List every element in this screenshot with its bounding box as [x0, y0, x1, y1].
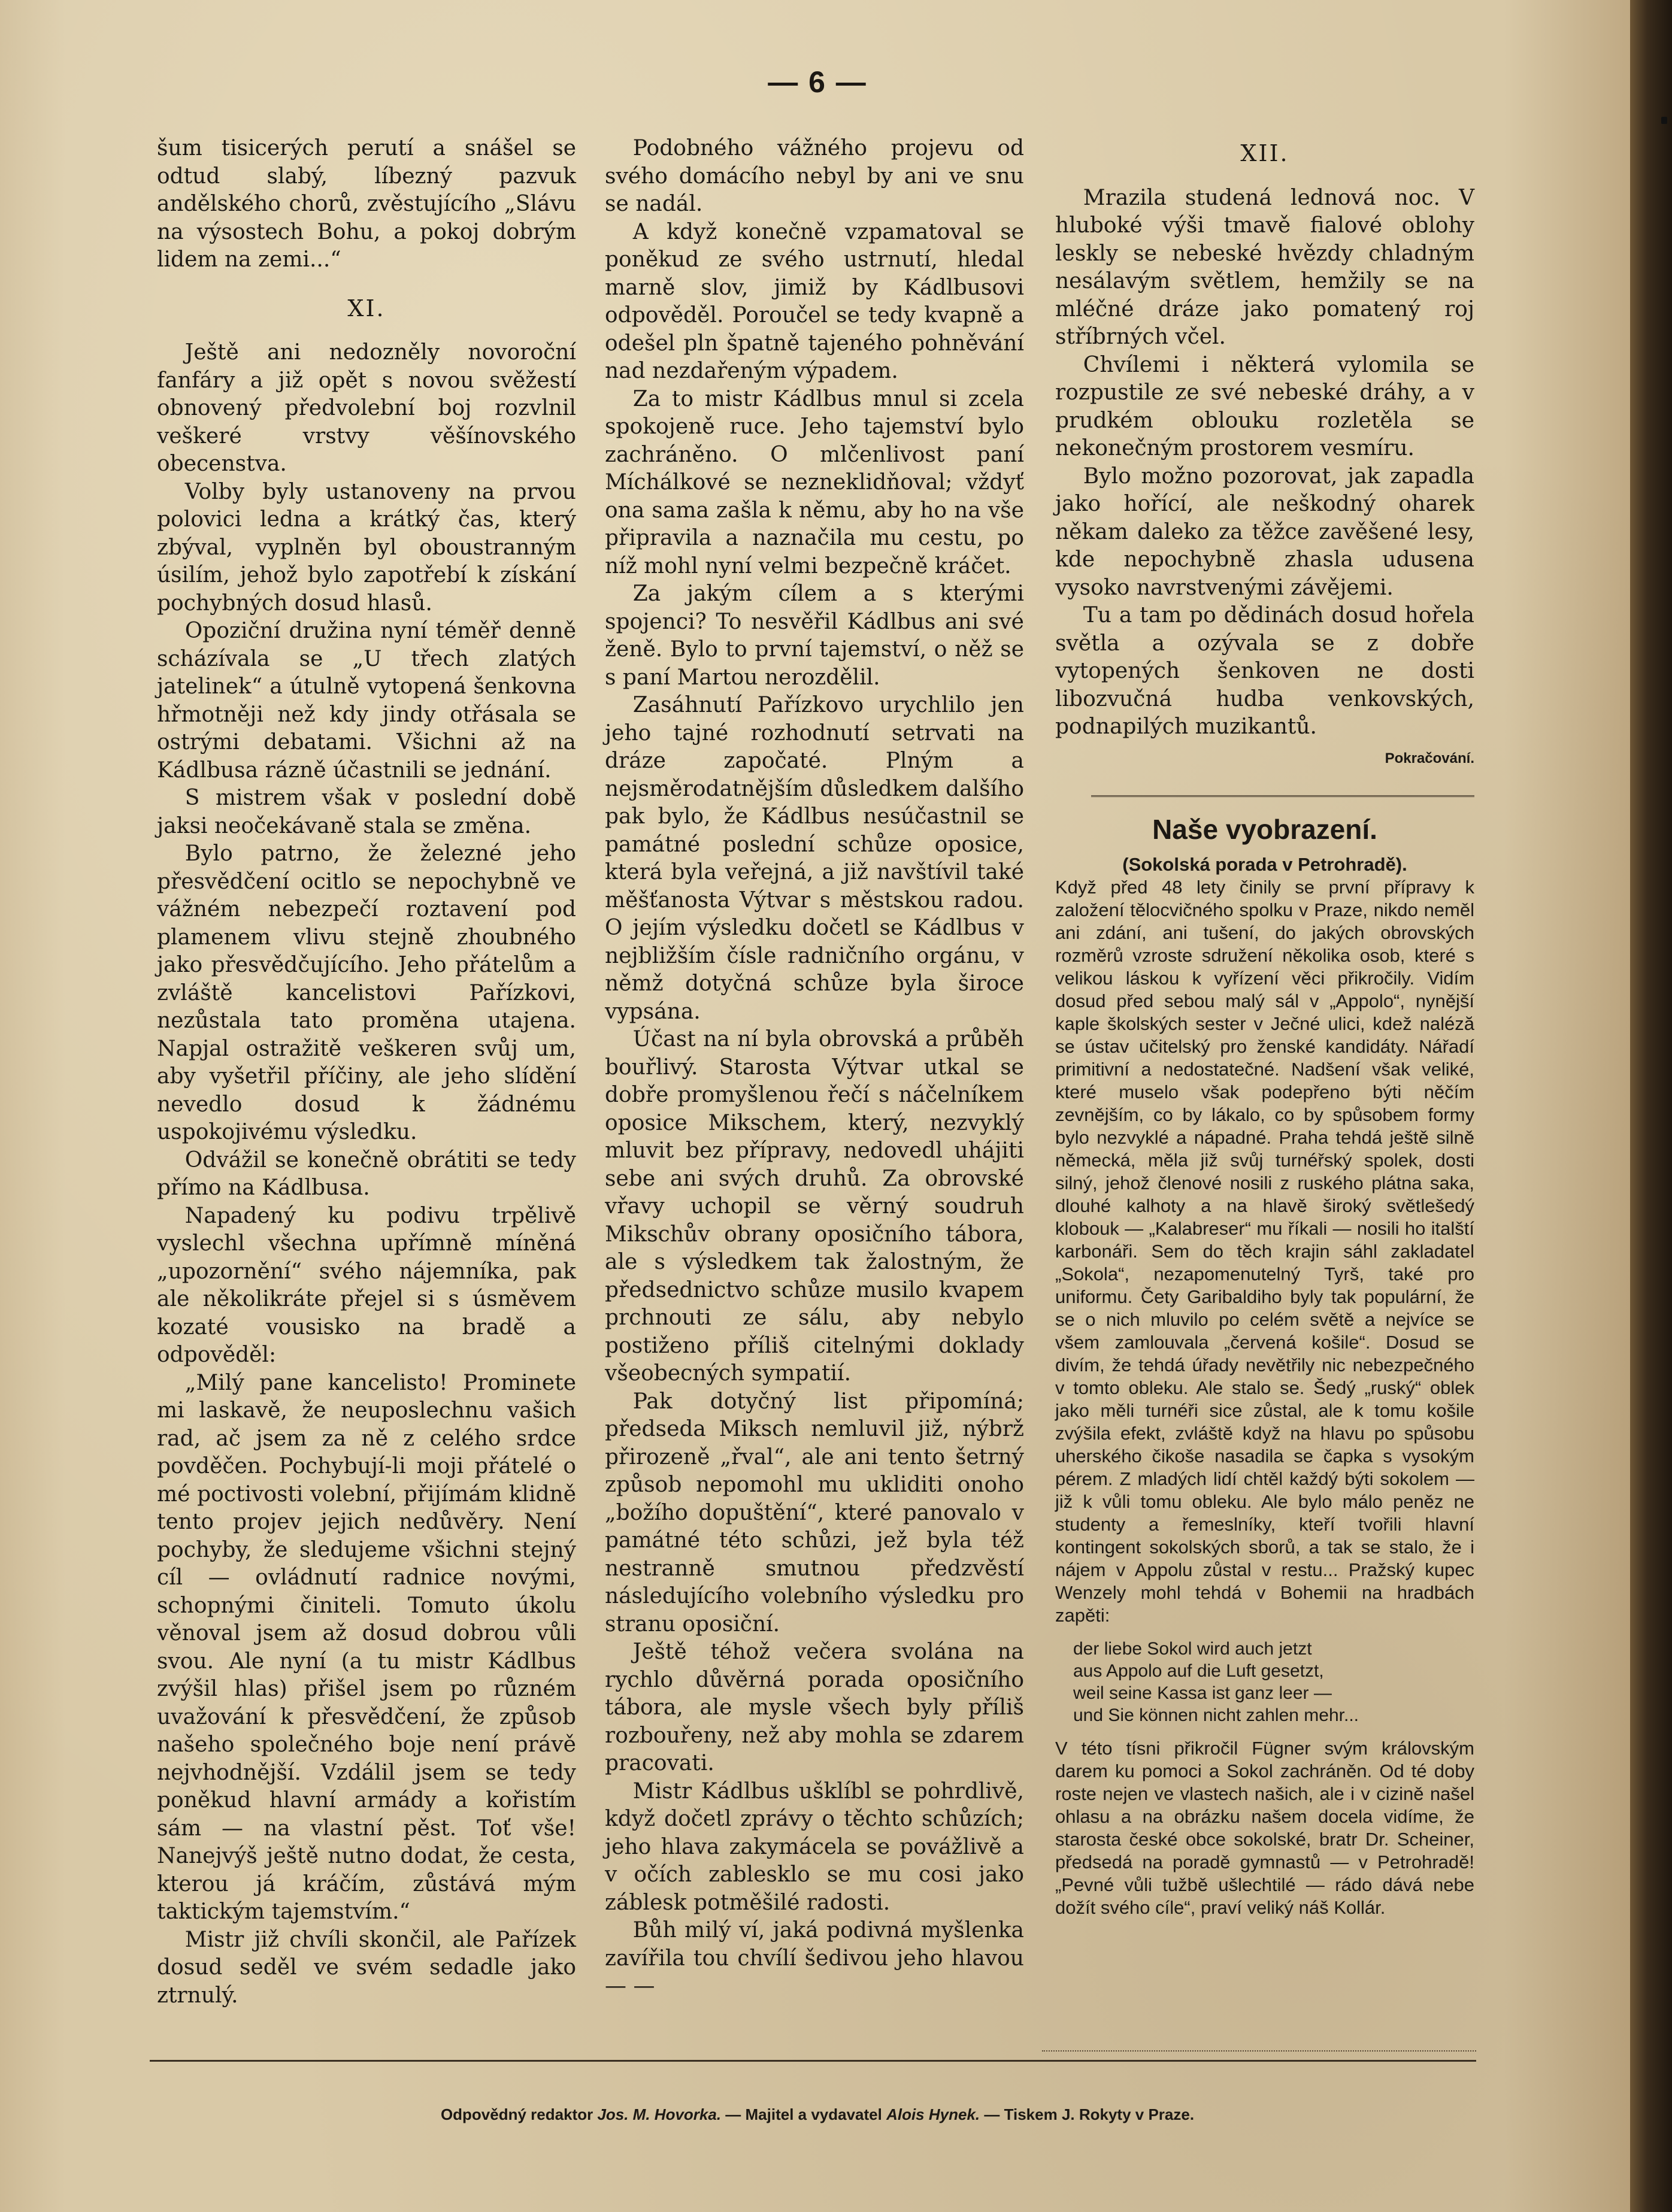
paragraph: Ještě téhož večera svolána na rychlo důvěrná porada oposičního tábora, ale mysle všech byly příliš rozbouřeny, než aby mohla se zdarem pracovati.: [605, 1640, 1024, 1775]
paragraph: Mistr Kádlbus ušklíbl se pohrdlivě, když dočetl zprávy o těchto schůzích; jeho hlava zakymácela se povážlivě a v očích zablesklo se mu cosi jako záblesk potměšilé radosti.: [605, 1778, 1024, 1915]
article-title: Naše vyobrazení.: [1152, 814, 1377, 845]
column-2: [605, 135, 1024, 2001]
paragraph: Účast na ní byla obrovská a průběh bouřlivý. Starosta Výtvar utkal se dobře promyšlenou řečí s náčelníkem oposice Mikschem, který, nezvyklý mluvit bez přípravy, nedovedl uhájiti sebe ani svých druhů. Za obrovské vřavy uchopil se věrný soudruh Mikschův obrany oposičního tábora, ale s výsledkem tak žalostným, že předsednictvo schůze musilo kvapem prchnouti ze sálu, aby nebylo postiženo příliš citelnými doklady všeobecných sympatií.: [605, 1027, 1024, 1386]
paragraph: A když konečně vzpamatoval se poněkud ze svého ustrnutí, hledal marně slov, jimiž by Kádlbusovi odpověděl. Poroučel se tedy kvapně a odešel pln špatně tajeného pohněvání nad nezdařeným výpadem.: [605, 219, 1024, 383]
paragraph: šum tisicerých perutí a snášel se odtud slabý, líbezný pazvuk andělského chorů, zvěstujícího „Slávu na výsostech Bohu, a pokoj dobrým lidem na zemi...“: [157, 136, 576, 272]
continued-note: Pokračování.: [1385, 750, 1474, 766]
paragraph: Ještě ani nedozněly novoroční fanfáry a již opět s novou svěžestí obnovený předvolební boj rozvlnil veškeré vrstvy věšínovského obecenstva.: [157, 340, 576, 476]
paragraph: Za jakým cílem a s kterými spojenci? To nesvěřil Kádlbus ani své ženě. Bylo to první tajemství, o něž se s paní Martou nerozdělil.: [605, 581, 1024, 690]
imprint-suffix: — Tiskem J. Rokyty v Praze.: [984, 2105, 1195, 2123]
imprint-prefix: Odpovědný redaktor: [440, 2105, 598, 2123]
imprint-publisher: Alois Hynek.: [886, 2105, 985, 2123]
imprint-editor: Jos. M. Hovorka.: [597, 2105, 726, 2123]
chapter-heading-xi: XI.: [347, 295, 386, 322]
paragraph: Opoziční družina nyní téměř denně scházívala se „U třech zlatých jatelinek“ a útulně vytopená šenkovna hřmotněji než kdy jindy otřásala se ostrými debatami. Všichni až na Kádlbusa rázně účastnili se jednání.: [157, 619, 576, 783]
paragraph: Za to mistr Kádlbus mnul si zcela spokojeně ruce. Jeho tajemství bylo zachráněno. O mlčenlivost paní Míchálkové se nezneklidňoval; vždyť ona sama zašla k němu, aby ho na vše připravila a naznačila mu cestu, po níž mohl nyní velmi bezpečně kráčet.: [605, 386, 1024, 578]
paragraph: Bylo patrno, že železné jeho přesvědčení ocitlo se nepochybně ve vážném nebezpečí roztavení pod plamenem vlivu stejně zhoubného jako přesvědčujícího. Jeho přátelům a zvláště kancelistovi Pařízkovi, nezůstala tato proměna utajena. Napjal ostražitě veškeren svůj um, aby vyšetřil příčiny, ale jeho slídění nevedlo dosud k žádnému uspokojivému výsledku.: [157, 841, 576, 1144]
footer-divider: [150, 2060, 1476, 2062]
verse-line: aus Appolo auf die Luft gesetzt,: [1073, 1660, 1324, 1681]
chapter-heading-xii: XII.: [1240, 140, 1289, 166]
verse-line: und Sie können nicht zahlen mehr...: [1073, 1705, 1359, 1725]
imprint-mid: — Majitel a vydavatel: [725, 2105, 887, 2123]
paragraph: Volby byly ustanoveny na prvou polovici ledna a krátký čas, který zbýval, vyplněn byl oboustranným úsilím, jehož bylo zapotřebí k získání pochybných dosud hlasů.: [157, 479, 576, 616]
paragraph: Tu a tam po dědinách dosud hořela světla a ozývala se z dobře vytopených šenkoven ne dosti libozvučná hudba venkovských, podnapilých muzikantů.: [1055, 603, 1474, 739]
column-1: [157, 135, 576, 2010]
paragraph: Mistr již chvíli skončil, ale Pařízek dosud seděl ve svém sedadle jako ztrnulý.: [157, 1927, 576, 2008]
paragraph: S mistrem však v poslední době jaksi neočekávaně stala se změna.: [157, 786, 576, 838]
paragraph: Zasáhnutí Pařízkovo urychlilo jen jeho tajné rozhodnutí setrvati na dráze započaté. Plným a nejsměrodatnějším důsledkem dalšího pak bylo, že Kádlbus nesúčastnil se památné poslední schůze oposice, která byla veřejná, a již navštívil také měšťanosta Výtvar s městskou radou. O jejím výsledku dočetl se Kádlbus v nejbližším čísle radničního orgánu, v němž dotyčná schůze byla široce vypsána.: [605, 693, 1024, 1024]
paragraph: Pak dotyčný list připomíná; předseda Miksch nemluvil již, nýbrž přirozeně „řval“, ale ani tento šetrný způsob nepomohl mu ukliditi onoho „božího dopuštění“, které panovalo v památné této schůzi, jež byla též nestranně smutnou předzvěstí následujícího volebního výsledku pro stranu oposiční.: [605, 1389, 1024, 1637]
verse-line: der liebe Sokol wird auch jetzt: [1073, 1638, 1312, 1659]
german-verse: [1073, 1638, 1474, 1726]
paragraph: „Milý pane kancelisto! Prominete mi laskavě, že neuposlechnu vašich rad, ač jsem za ně z celého srdce povděčen. Pochybují-li moji přátelé o mé poctivosti volební, přijímám klidně tento projev jejich nedůvěry. Není pochyby, že sledujeme všichni stejný cíl — ovládnutí radnice novými, schopnými činiteli. Tomuto úkolu věnoval jsem až dosud dobrou vůli svou. Ale nyní (a tu mistr Kádlbus zvýšil hlas) přišel jsem po různém uvažování k přesvědčení, že způsob našeho společného boje není právě nejvhodnější. Vzdálil jsem se tedy poněkud hlavní armády a kořistím sám — na vlastní pěst. Toť vše! Nanejvýš ještě nutno dodat, že cesta, kterou já kráčím, zůstává mým taktickým tajemstvím.“: [157, 1370, 576, 1924]
section-divider: [1055, 787, 1474, 805]
paragraph: Chvílemi i některá vylomila se rozpustile ze své nebeské dráhy, a v prudkém oblouku rozletěla se nekonečným prostorem vesmíru.: [1055, 352, 1474, 460]
paragraph: Bylo možno pozorovat, jak zapadla jako hořící, ale neškodný oharek někam daleko za těžce zavěšené lesy, kde nepochybně zhasla udusena vysoko navrstvenými závějemi.: [1055, 463, 1474, 600]
article-body: [1055, 853, 1474, 1919]
paragraph: Mrazila studená lednová noc. V hluboké výši tmavě fialové oblohy leskly se nebeské hvězdy chladným nesálavým světlem, hemžily se na mléčné dráze jako pomatený roj stříbrných včel.: [1055, 185, 1474, 349]
article-caption: (Sokolská porada v Petrohradě).: [1122, 853, 1407, 875]
paragraph: Podobného vážného projevu od svého domácího nebyl by ani ve snu se nadál.: [605, 136, 1024, 216]
binding-spine: [1630, 0, 1672, 2212]
page-number: — 6 —: [768, 65, 867, 99]
paragraph: Odvážil se konečně obrátiti se tedy přímo na Kádlbusa.: [157, 1147, 576, 1200]
column-3: [1055, 135, 1474, 1919]
dotted-divider: [1042, 2050, 1476, 2052]
paragraph: Napadený ku podivu trpělivě vyslechl všechna upřímně míněná „upozornění“ svého nájemníka, pak ale několikráte přejel si s úsměvem kozaté vousisko na bradě a odpověděl:: [157, 1203, 576, 1367]
article-paragraph: Když před 48 lety činily se první přípravy k založení tělocvičného spolku v Praze, nikdo neměl ani zdání, ani tušení, do jakých obrovských rozměrů vzroste sdružení několika osob, které s velikou láskou k vyřízení věci přikročily. Vidím dosud před sebou malý sál v „Appolo“, nynější kaple školských sester v Ječné ulici, kdež naléză se ústav učitelský pro ženské kandidáty. Nářadí primitivní a nedostatečné. Nadšení však veliké, které muselo však podepřeno býti něčím zevnějším, co by lákalo, co by spůsobem formy bylo nezvyklé a nápadné. Praha tehdá ještě silně německá, měla již svůj turnéřský spolek, dosti silný, jehož členové nosili z ruského plátna saka, dlouhé kalhoty a na hlavě široký světlešedý klobouk — „Kalabreser“ mu říkali — nosili ho italští karbonáři. Sem do těch krajin sáhl zakladatel „Sokola“, nezapomenutelný Tyrš, také pro uniformu. Čety Garibaldiho byly tak populární, že se o nich mluvilo po celém světě a nejvíce se všem zamlouvala „červená košile“. Dosud se divím, že tehdá úřady nevětřily nic nebezpečného v tomto obleku. Ale stalo se. Šedý „ruský“ oblek jako měli turnéři sice zůstal, ale k tomu košile zvýšila efekt, zvláště když na hlavu po spůsobu uherského čikoše nasadila se čapka s vysokým pérem. Z mladých lidí chtěl každý býti sokolem — již k vůli tomu obleku. Ale bylo málo peněz ne studenty a řemeslníky, kteří tvořili hlavní kontingent sokolských sborů, a tak se stalo, že i nájem v Appolu zůstal v restu... Pražský kupec Wenzely mohl tehdá v Bohemii na hradbách zapěti:: [1055, 876, 1474, 1626]
imprint-footer: [0, 2105, 1635, 2124]
article-paragraph: V této tísni přikročil Fügner svým královským darem ku pomoci a Sokol zachráněn. Od té doby roste nejen ve vlastech našich, ale i v cizině našel ohlasu a na obrázku našem docela vidíme, že starosta české obce sokolské, bratr Dr. Scheiner, předsedá na poradě gymnastů — v Petrohradě! „Pevné vůli tužbě ušlechtilé — rádo dává nebe dožít svého cíle“, praví veliký náš Kollár.: [1055, 1737, 1474, 1918]
spine-mark-icon: [1661, 117, 1667, 124]
verse-line: weil seine Kassa ist ganz leer —: [1073, 1683, 1332, 1703]
paragraph: Bůh milý ví, jaká podivná myšlenka zavířila tou chvílí šedivou jeho hlavou — —: [605, 1918, 1024, 1998]
